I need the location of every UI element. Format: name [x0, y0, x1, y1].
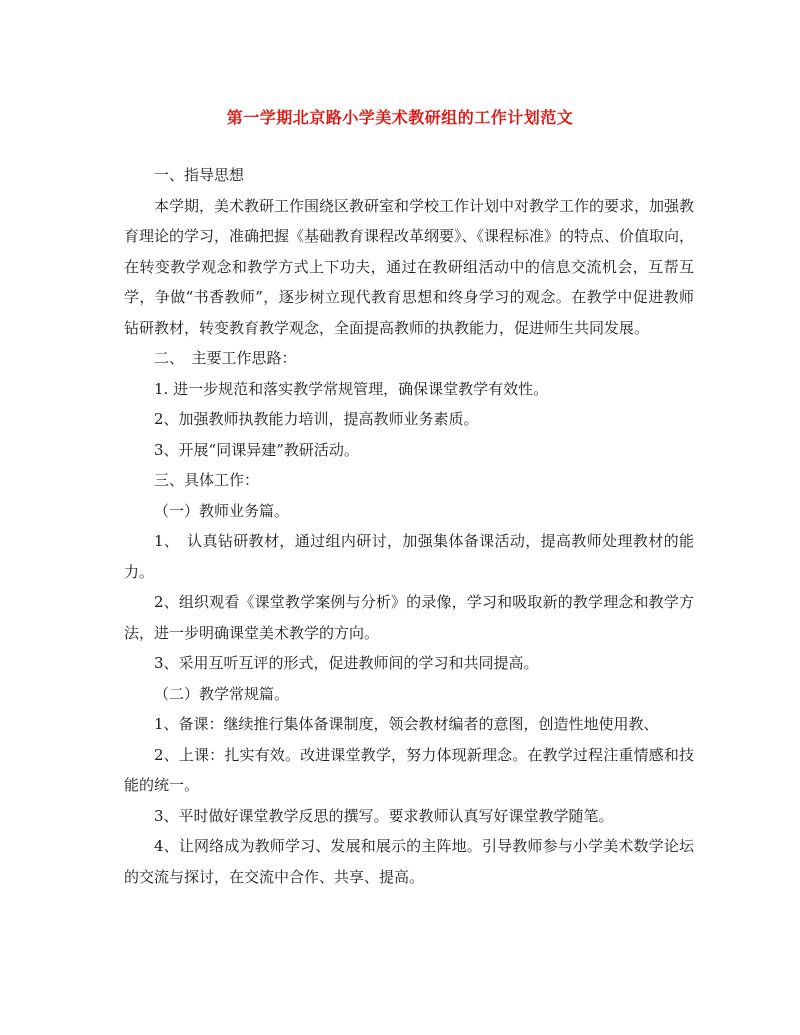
paragraph-guiding-thought: 本学期，美术教研工作围绕区教研室和学校工作计划中对教学工作的要求，加强教育理论的学习，准确把握《基础教育课程改革纲要》、《课程标准》的特点、价值取向，在转变教学观念和教学方式上下功夫，通过在教研组活动中的信息交流机会，互帮互学，争做“书香教师”，逐步树立现代教育思想和终身学习的观念。在教学中促进教师钻研教材，转变教育教学观念，全面提高教师的执教能力，促进师生共同发展。 — [124, 196, 695, 337]
section-heading-main-ideas: 二、 主要工作思路： — [154, 349, 297, 367]
document-body — [124, 160, 694, 892]
list-item-teaching-routine-2: 2、上课：扎实有效。改进课堂教学，努力体现新理念。在教学过程注重情感和技能的统一。 — [124, 745, 694, 794]
list-item-teaching-routine-3: 3、平时做好课堂教学反思的撰写。要求教师认真写好课堂教学随笔。 — [154, 806, 614, 825]
subsection-heading-teacher-business: （一）教师业务篇。 — [154, 501, 290, 520]
subsection-heading-teaching-routine: （二）教学常规篇。 — [154, 684, 290, 703]
list-item-main-idea-1: 1. 进一步规范和落实教学常规管理，确保课堂教学有效性。 — [154, 379, 549, 398]
list-item-teaching-routine-1: 1、备课：继续推行集体备课制度，领会教材编者的意图，创造性地使用教、 — [154, 715, 659, 733]
list-item-teaching-routine-4: 4、让网络成为教师学习、发展和展示的主阵地。引导教师参与小学美术数学论坛的交流与探讨，在交流中合作、共享、提高。 — [124, 837, 694, 886]
section-heading-specific-work: 三、具体工作： — [154, 471, 260, 489]
list-item-teacher-business-2: 2、组织观看《课堂教学案例与分析》的录像，学习和吸取新的教学理念和教学方法，进一步明确课堂美术教学的方向。 — [124, 593, 694, 642]
section-heading-guiding-thought: 一、指导思想 — [154, 166, 245, 184]
list-item-main-idea-2: 2、加强教师执教能力培训，提高教师业务素质。 — [154, 410, 479, 428]
list-item-main-idea-3: 3、开展“同课异建”教研活动。 — [154, 440, 359, 459]
document-title: 第一学期北京路小学美术教研组的工作计划范文 — [226, 108, 574, 127]
list-item-teacher-business-3: 3、采用互听互评的形式，促进教师间的学习和共同提高。 — [154, 654, 539, 672]
list-item-teacher-business-1: 1、 认真钻研教材，通过组内研讨，加强集体备课活动，提高教师处理教材的能力。 — [124, 532, 694, 581]
